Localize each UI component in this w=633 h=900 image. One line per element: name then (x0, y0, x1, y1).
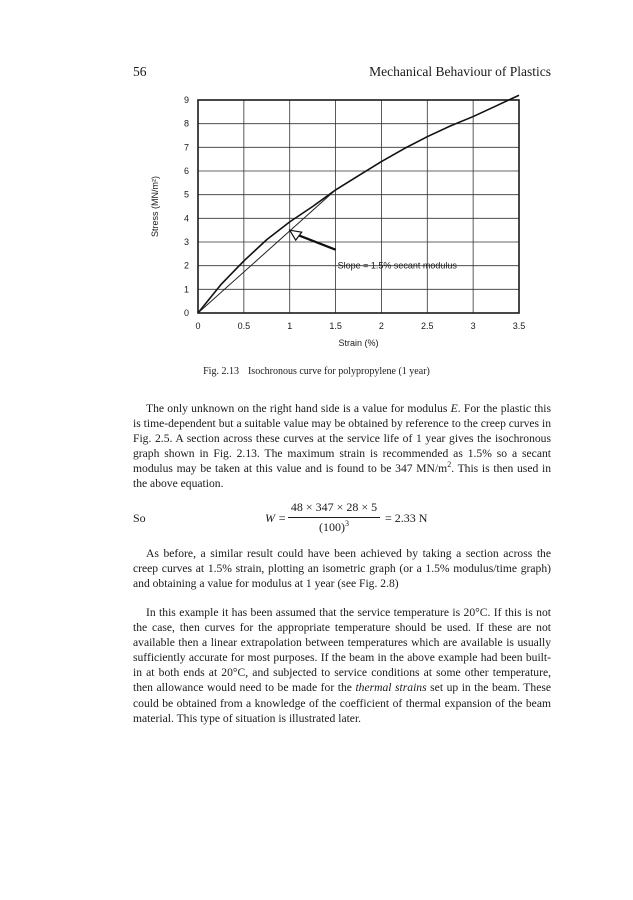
running-title: Mechanical Behaviour of Plastics (369, 64, 551, 79)
y-tick-label: 7 (183, 142, 189, 153)
p3-emphasis: thermal strains (355, 681, 427, 695)
p1-variable: E (450, 402, 458, 415)
figure-label: Fig. 2.13 (203, 366, 239, 377)
x-tick-label: 2 (378, 321, 384, 331)
equation-denominator-exponent: 3 (345, 519, 349, 528)
p1-text-b: . For the plastic this is time-dependent but a suitable value may be obtained by reference to the creep curves in Fig. 2.5. A section across these curves at the service life of 1 year gives the isochronous graph shown in Fig. 2.13. The maximum strain is recommended as 1.5% so a secant modulus may be taken at this value and is found to be 347 MN/m (133, 402, 552, 476)
plot-frame (198, 100, 519, 313)
x-tick-label: 1.5 (329, 321, 342, 331)
p1-text-c: . This is then used in the above equation. (133, 462, 551, 491)
equation-denominator (288, 518, 380, 535)
equation-numerator: 48 × 347 × 28 × 5 (288, 500, 380, 518)
y-tick-label: 9 (183, 95, 189, 105)
x-tick-label: 2.5 (421, 321, 434, 331)
isochronous-chart (130, 88, 550, 353)
y-tick-label: 8 (183, 118, 189, 129)
secant-modulus-line (198, 190, 336, 313)
equation-so: So (133, 511, 146, 525)
paragraph-2 (133, 546, 551, 591)
y-tick-label: 0 (183, 308, 189, 318)
x-axis-label: Strain (%) (338, 338, 379, 348)
y-tick-label: 5 (183, 189, 189, 200)
equation-rhs: = 2.33 N (385, 511, 428, 525)
y-tick-label: 3 (183, 237, 189, 247)
annotation-text: Slope = 1.5% secant modulus (337, 260, 457, 271)
y-axis-label: Stress (MN/m²) (150, 176, 160, 237)
y-tick-label: 1 (183, 284, 189, 295)
x-tick-label: 0 (195, 321, 201, 331)
y-tick-label: 4 (183, 213, 189, 224)
p1-superscript: 2 (447, 460, 452, 470)
annotation-arrow-head (290, 230, 302, 240)
p3-text-a: In this example it has been assumed that the service temperature is 20°C. If this is not the case, then curves for the appropriate temperature should be used. If these are not available then a linear extrapolation between temperatures which are available is usually sufficiently accurate for most purposes. If the beam in the above example had been built-in at both ends at 20°C, and subjected to service conditions at some other temperature, then allowance would need to be made for the (133, 606, 551, 695)
y-tick-label: 2 (183, 260, 189, 271)
x-tick-label: 3.5 (512, 321, 526, 331)
p1-text-a: The only unknown on the right hand side is a value for modulus (146, 402, 451, 415)
figure-caption-text: Isochronous curve for polypropylene (1 year) (247, 366, 430, 377)
x-tick-label: 3 (470, 321, 476, 331)
equation-denominator-base: (100) (319, 520, 345, 534)
x-tick-label: 1 (287, 321, 293, 331)
equation (133, 500, 551, 544)
equation-lhs: W = (265, 511, 287, 525)
p2-text: As before, a similar result could have been achieved by taking a section across the creep curves at 1.5% strain, plotting an isometric graph (or a 1.5% modulus/time graph) and obtaining a value for modulus at 1 year (see Fig. 2.8) (133, 547, 551, 591)
paragraph-1 (133, 401, 551, 492)
page-number: 56 (133, 64, 147, 79)
p3-text-b: set up in the beam. These could be obtained from a knowledge of the coefficient of thermal expansion of the beam material. This type of situation is illustrated later. (133, 681, 551, 725)
y-tick-label: 6 (183, 166, 189, 176)
isochronous-curve (198, 95, 519, 313)
equation-fraction (288, 500, 380, 535)
x-tick-label: 0.5 (237, 321, 251, 331)
figure-caption (0, 366, 633, 377)
paragraph-3 (133, 605, 551, 726)
